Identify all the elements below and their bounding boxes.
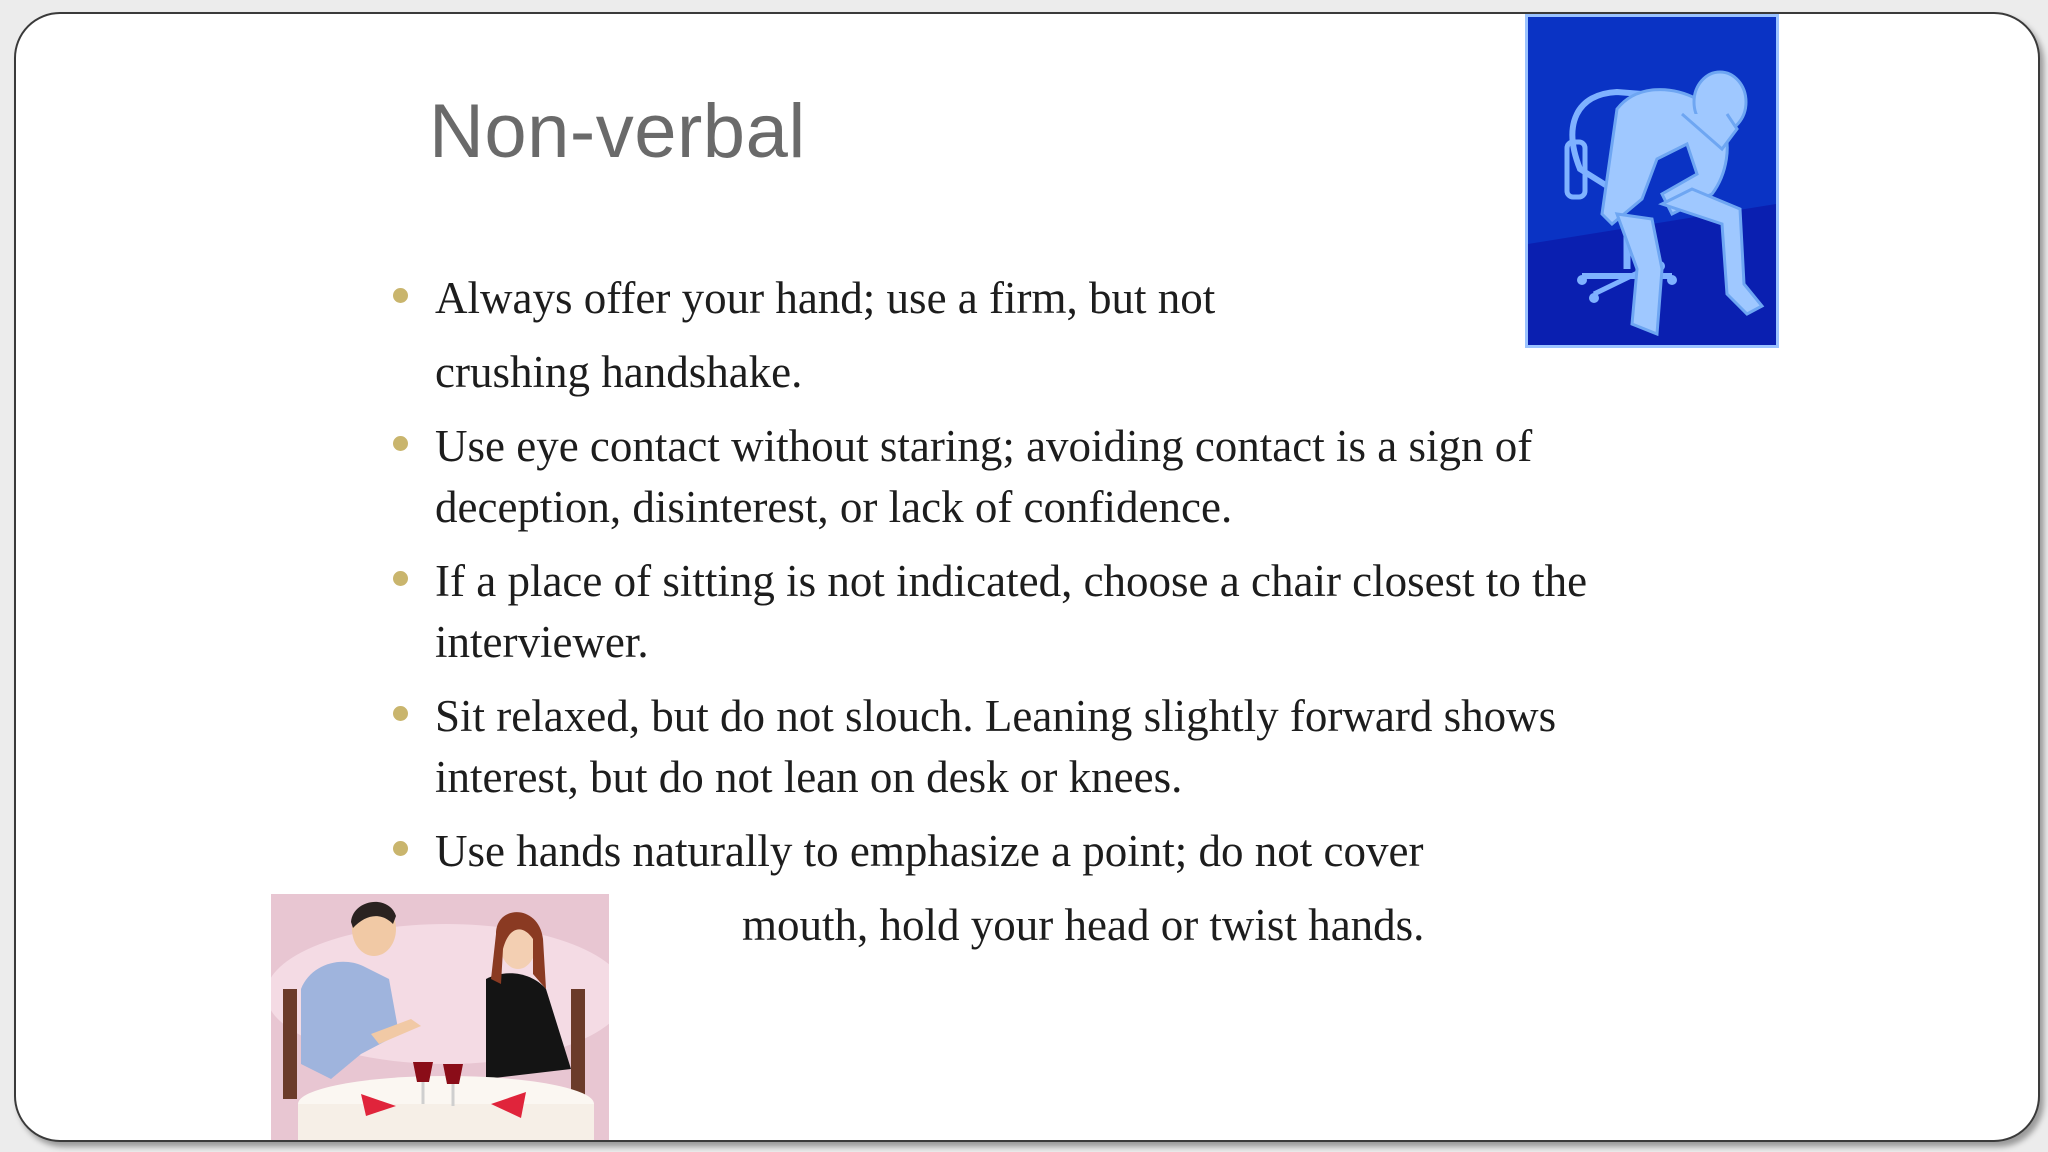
bullet-dot-icon [393, 571, 408, 586]
dinner-couple-image [271, 894, 609, 1140]
bullet-text-line: Sit relaxed, but do not slouch. Leaning slightly forward shows [435, 691, 1557, 741]
slouching-person-image [1522, 14, 1782, 348]
bullet-text-line: If a place of sitting is not indicated, choose a chair closest to the [435, 556, 1588, 606]
bullet-text-line: mouth, hold your head or twist hands. [742, 900, 1425, 950]
slide-title: Non-verbal [429, 89, 806, 174]
bullet-dot-icon [393, 436, 408, 451]
bullet-text-line: interest, but do not lean on desk or knees. [435, 752, 1183, 802]
bullet-text-line: Use hands naturally to emphasize a point; do not cover [435, 826, 1424, 876]
bullet-text-line: Use eye contact without staring; avoiding contact is a sign of [435, 421, 1533, 471]
bullet-text-line: deception, disinterest, or lack of confidence. [435, 482, 1233, 532]
bullet-text-line: crushing handshake. [435, 347, 803, 397]
slide [14, 12, 2040, 1142]
bullet-text-line: Always offer your hand; use a firm, but not [435, 273, 1216, 323]
bullet-item [435, 416, 1532, 538]
bullet-item [435, 551, 1587, 673]
bullet-dot-icon [393, 841, 408, 856]
bullet-item [435, 686, 1556, 808]
bullet-item [435, 268, 1215, 403]
bullet-dot-icon [393, 288, 408, 303]
bullet-text-line: interviewer. [435, 617, 649, 667]
bullet-dot-icon [393, 706, 408, 721]
